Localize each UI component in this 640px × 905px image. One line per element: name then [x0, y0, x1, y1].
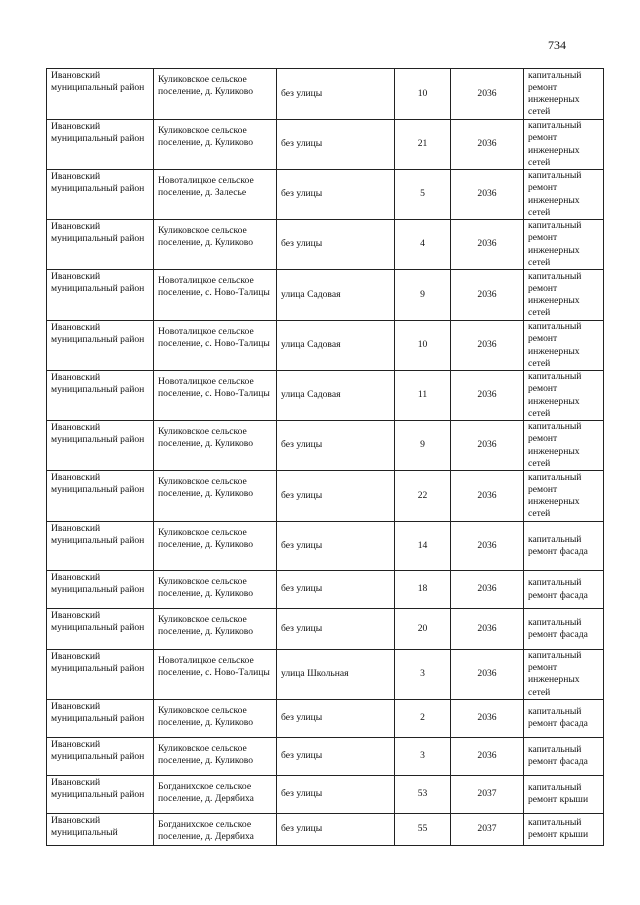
- cell-street: улица Садовая: [277, 270, 395, 321]
- cell-year: 2036: [451, 522, 524, 571]
- table-row: [47, 321, 604, 371]
- cell-year: 2037: [451, 775, 524, 813]
- table-body: [47, 69, 604, 846]
- cell-settlement: Куликовское сельское поселение, д. Куликово: [154, 571, 277, 609]
- cell-settlement: Куликовское сельское поселение, д. Куликово: [154, 220, 277, 270]
- cell-work-type: капитальный ремонт крыши: [524, 813, 604, 845]
- table-row: [47, 522, 604, 571]
- table-row: [47, 737, 604, 775]
- cell-work-type: капитальный ремонт инженерных сетей: [524, 650, 604, 700]
- cell-district: Ивановский муниципальный район: [47, 170, 154, 220]
- cell-district: Ивановский муниципальный район: [47, 571, 154, 609]
- cell-district: Ивановский муниципальный район: [47, 270, 154, 321]
- table-row: [47, 609, 604, 650]
- cell-house-number: 22: [395, 471, 451, 522]
- cell-year: 2036: [451, 471, 524, 522]
- cell-district: Ивановский муниципальный район: [47, 471, 154, 522]
- cell-street: без улицы: [277, 220, 395, 270]
- cell-work-type: капитальный ремонт инженерных сетей: [524, 270, 604, 321]
- cell-settlement: Куликовское сельское поселение, д. Куликово: [154, 522, 277, 571]
- cell-work-type: капитальный ремонт фасада: [524, 571, 604, 609]
- cell-house-number: 18: [395, 571, 451, 609]
- page-number: 734: [548, 38, 566, 52]
- table-row: [47, 571, 604, 609]
- table-row: [47, 270, 604, 321]
- cell-house-number: 10: [395, 69, 451, 120]
- cell-district: Ивановский муниципальный: [47, 813, 154, 845]
- cell-work-type: капитальный ремонт инженерных сетей: [524, 371, 604, 421]
- cell-settlement: Куликовское сельское поселение, д. Куликово: [154, 609, 277, 650]
- cell-work-type: капитальный ремонт инженерных сетей: [524, 120, 604, 170]
- table-row: [47, 170, 604, 220]
- cell-street: без улицы: [277, 170, 395, 220]
- cell-house-number: 11: [395, 371, 451, 421]
- cell-house-number: 9: [395, 421, 451, 471]
- cell-work-type: капитальный ремонт инженерных сетей: [524, 471, 604, 522]
- cell-settlement: Куликовское сельское поселение, д. Куликово: [154, 471, 277, 522]
- cell-street: без улицы: [277, 471, 395, 522]
- cell-year: 2036: [451, 170, 524, 220]
- cell-settlement: Куликовское сельское поселение, д. Куликово: [154, 69, 277, 120]
- cell-street: без улицы: [277, 775, 395, 813]
- cell-house-number: 21: [395, 120, 451, 170]
- cell-year: 2036: [451, 321, 524, 371]
- cell-year: 2036: [451, 737, 524, 775]
- cell-street: без улицы: [277, 609, 395, 650]
- cell-district: Ивановский муниципальный район: [47, 321, 154, 371]
- cell-house-number: 2: [395, 699, 451, 737]
- cell-year: 2036: [451, 650, 524, 700]
- cell-settlement: Новоталицкое сельское поселение, с. Ново-Талицы: [154, 371, 277, 421]
- cell-district: Ивановский муниципальный район: [47, 609, 154, 650]
- cell-district: Ивановский муниципальный район: [47, 421, 154, 471]
- cell-house-number: 55: [395, 813, 451, 845]
- housing-repair-table: [46, 68, 604, 846]
- cell-house-number: 20: [395, 609, 451, 650]
- cell-house-number: 5: [395, 170, 451, 220]
- cell-street: улица Садовая: [277, 321, 395, 371]
- table-row: [47, 775, 604, 813]
- cell-district: Ивановский муниципальный район: [47, 220, 154, 270]
- cell-district: Ивановский муниципальный район: [47, 120, 154, 170]
- table-row: [47, 371, 604, 421]
- cell-year: 2036: [451, 609, 524, 650]
- cell-settlement: Новоталицкое сельское поселение, с. Ново-Талицы: [154, 321, 277, 371]
- cell-settlement: Богданихское сельское поселение, д. Дерябиха: [154, 775, 277, 813]
- cell-street: без улицы: [277, 120, 395, 170]
- cell-work-type: капитальный ремонт фасада: [524, 522, 604, 571]
- cell-year: 2036: [451, 270, 524, 321]
- cell-house-number: 3: [395, 650, 451, 700]
- cell-year: 2036: [451, 120, 524, 170]
- table-row: [47, 220, 604, 270]
- cell-district: Ивановский муниципальный район: [47, 775, 154, 813]
- table-row: [47, 471, 604, 522]
- table-row: [47, 813, 604, 845]
- cell-street: без улицы: [277, 69, 395, 120]
- cell-street: улица Садовая: [277, 371, 395, 421]
- cell-district: Ивановский муниципальный район: [47, 737, 154, 775]
- cell-work-type: капитальный ремонт фасада: [524, 737, 604, 775]
- cell-street: без улицы: [277, 522, 395, 571]
- cell-house-number: 4: [395, 220, 451, 270]
- cell-house-number: 14: [395, 522, 451, 571]
- cell-settlement: Куликовское сельское поселение, д. Куликово: [154, 737, 277, 775]
- table-row: [47, 650, 604, 700]
- cell-year: 2037: [451, 813, 524, 845]
- cell-street: без улицы: [277, 421, 395, 471]
- cell-settlement: Богданихское сельское поселение, д. Дерябиха: [154, 813, 277, 845]
- table-row: [47, 120, 604, 170]
- cell-district: Ивановский муниципальный район: [47, 650, 154, 700]
- cell-work-type: капитальный ремонт инженерных сетей: [524, 321, 604, 371]
- cell-work-type: капитальный ремонт крыши: [524, 775, 604, 813]
- cell-house-number: 53: [395, 775, 451, 813]
- cell-house-number: 10: [395, 321, 451, 371]
- cell-work-type: капитальный ремонт инженерных сетей: [524, 69, 604, 120]
- cell-district: Ивановский муниципальный район: [47, 699, 154, 737]
- cell-year: 2036: [451, 220, 524, 270]
- cell-work-type: капитальный ремонт инженерных сетей: [524, 421, 604, 471]
- cell-street: улица Школьная: [277, 650, 395, 700]
- cell-street: без улицы: [277, 699, 395, 737]
- cell-district: Ивановский муниципальный район: [47, 522, 154, 571]
- cell-house-number: 3: [395, 737, 451, 775]
- cell-settlement: Новоталицкое сельское поселение, д. Залесье: [154, 170, 277, 220]
- cell-year: 2036: [451, 571, 524, 609]
- cell-work-type: капитальный ремонт фасада: [524, 699, 604, 737]
- cell-street: без улицы: [277, 813, 395, 845]
- cell-work-type: капитальный ремонт фасада: [524, 609, 604, 650]
- cell-work-type: капитальный ремонт инженерных сетей: [524, 220, 604, 270]
- table-row: [47, 699, 604, 737]
- table-row: [47, 69, 604, 120]
- cell-street: без улицы: [277, 737, 395, 775]
- cell-settlement: Новоталицкое сельское поселение, с. Ново-Талицы: [154, 270, 277, 321]
- cell-street: без улицы: [277, 571, 395, 609]
- cell-year: 2036: [451, 699, 524, 737]
- cell-settlement: Куликовское сельское поселение, д. Куликово: [154, 120, 277, 170]
- cell-house-number: 9: [395, 270, 451, 321]
- cell-settlement: Новоталицкое сельское поселение, с. Ново-Талицы: [154, 650, 277, 700]
- cell-year: 2036: [451, 69, 524, 120]
- cell-settlement: Куликовское сельское поселение, д. Куликово: [154, 421, 277, 471]
- cell-year: 2036: [451, 421, 524, 471]
- cell-settlement: Куликовское сельское поселение, д. Куликово: [154, 699, 277, 737]
- table-row: [47, 421, 604, 471]
- cell-year: 2036: [451, 371, 524, 421]
- cell-district: Ивановский муниципальный район: [47, 371, 154, 421]
- cell-work-type: капитальный ремонт инженерных сетей: [524, 170, 604, 220]
- cell-district: Ивановский муниципальный район: [47, 69, 154, 120]
